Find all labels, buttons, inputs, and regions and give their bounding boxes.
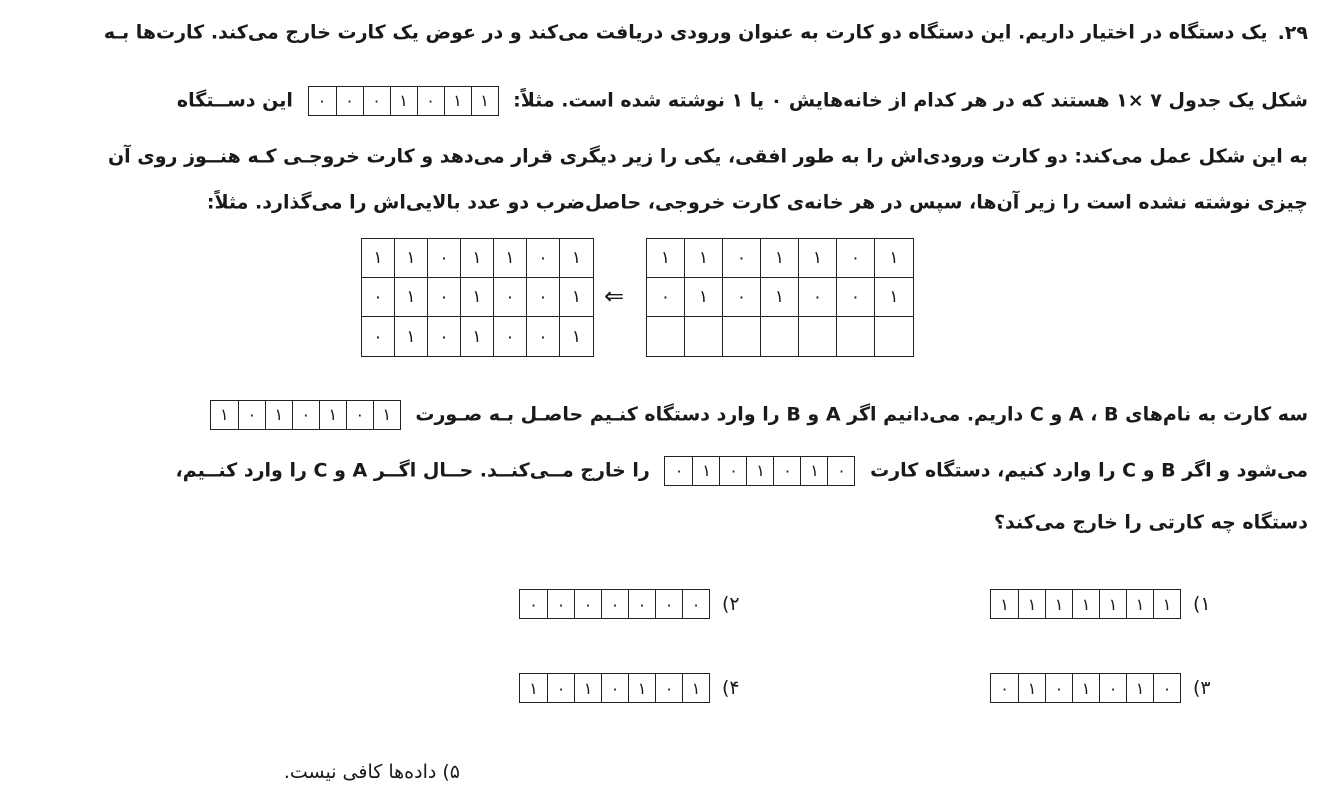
grid-cell: ۰ (428, 239, 461, 278)
card-cell: ۰ (1045, 674, 1072, 702)
option-5[interactable] (284, 761, 460, 783)
card-cell: ۰ (682, 590, 709, 618)
card-cell: ۱ (471, 87, 498, 115)
grid-cell (723, 317, 761, 356)
card-cell: ۰ (601, 674, 628, 702)
grid-cell: ۱ (685, 239, 723, 278)
grid-cell: ۰ (494, 317, 527, 356)
question-text-7: دستگاه چه کارتی را خارج می‌کند؟ (993, 511, 1308, 534)
card-cell: ۱ (1126, 590, 1153, 618)
grid-cell (799, 317, 837, 356)
card-cell: ۱ (1126, 674, 1153, 702)
grid-cell: ۰ (362, 317, 395, 356)
grid-cell: ۱ (560, 239, 593, 278)
card-cell: ۰ (674, 460, 684, 480)
grid-cell: ۱ (560, 278, 593, 317)
grid-cell (685, 317, 723, 356)
card-cell: ۰ (346, 401, 373, 429)
question-text-3: به این شکل عمل می‌کند: دو کارت ورودی‌اش را به طور افقی، یکی را زیر دیگری قرار می‌دهد و کارت خروجـی کـه هنــوز روی آن (107, 145, 1308, 168)
card-cell: ۱ (1072, 674, 1099, 702)
card-cell: ۱ (692, 457, 719, 485)
option-3[interactable] (990, 673, 1211, 703)
option-label: ۲) (722, 593, 740, 615)
option-card (990, 673, 1181, 703)
example-card (308, 86, 499, 116)
question-text-6b: را خارج مــی‌کنــد. حــال اگــر A و C را وارد کنــیم، (175, 459, 650, 482)
grid-cell: ۰ (647, 278, 685, 317)
question-text-5a: سه کارت به نام‌های A ، B و C داریم. می‌دانیم اگر A و B را وارد دستگاه کنـیم حاصـل بـه صـورت (415, 403, 1308, 426)
card-cell: ۰ (628, 590, 655, 618)
card-cell: ۱ (1153, 590, 1180, 618)
question-line-7 (994, 502, 1308, 542)
card-cell: ۰ (1000, 678, 1009, 698)
card-cell: ۰ (1099, 674, 1126, 702)
grid-cell: ۰ (494, 278, 527, 317)
card-ab-result (210, 400, 401, 430)
card-cell: ۱ (390, 87, 417, 115)
card-cell: ۱ (265, 401, 292, 429)
card-cell: ۱ (1072, 590, 1099, 618)
card-cell: ۱ (373, 401, 400, 429)
grid-cell: ۱ (362, 239, 395, 278)
option-label: ۳) (1193, 677, 1211, 699)
grid-cell: ۰ (837, 239, 875, 278)
option-2[interactable] (519, 589, 740, 619)
grid-cell: ۱ (761, 278, 799, 317)
grid-cell: ۰ (723, 278, 761, 317)
card-cell: ۱ (1099, 590, 1126, 618)
card-cell: ۰ (601, 590, 628, 618)
question-text-4: چیزی نوشته نشده است را زیر آن‌ها، سپس در هر خانه‌ی کارت خروجی، حاصل‌ضرب دو عدد بالایی‌اش را می‌گذارد. مثلاً: (206, 191, 1308, 214)
grid-cell: ۱ (875, 239, 913, 278)
example-grid-input (646, 238, 914, 357)
card-bc-result (664, 456, 855, 486)
option-4[interactable] (519, 673, 740, 703)
arrow-icon: ⇐ (604, 282, 625, 310)
grid-cell: ۰ (362, 278, 395, 317)
grid-cell: ۰ (428, 278, 461, 317)
question-number: ۲۹. (1277, 21, 1308, 44)
card-cell: ۱ (444, 87, 471, 115)
question-text-6a: می‌شود و اگر B و C را وارد کنیم، دستگاه کارت (870, 459, 1308, 482)
card-cell: ۰ (719, 457, 746, 485)
question-line-5 (202, 394, 1308, 434)
grid-cell: ۱ (799, 239, 837, 278)
card-cell: ۱ (529, 678, 538, 698)
example-grid-output (361, 238, 594, 357)
question-line-1 (104, 12, 1308, 52)
option-card (519, 589, 710, 619)
grid-cell: ۱ (494, 239, 527, 278)
card-cell: ۱ (800, 457, 827, 485)
card-cell: ۱ (1018, 590, 1045, 618)
option-1[interactable] (990, 589, 1211, 619)
question-line-2 (177, 80, 1308, 120)
option-label: ۵) (442, 761, 460, 783)
grid-cell (761, 317, 799, 356)
card-cell: ۰ (238, 401, 265, 429)
grid-cell: ۰ (527, 278, 560, 317)
card-cell: ۰ (547, 590, 574, 618)
grid-cell: ۰ (837, 278, 875, 317)
card-cell: ۱ (682, 674, 709, 702)
grid-cell: ۱ (395, 239, 428, 278)
grid-cell: ۰ (428, 317, 461, 356)
card-cell: ۰ (1153, 674, 1180, 702)
card-cell: ۱ (219, 404, 229, 424)
grid-cell: ۱ (395, 317, 428, 356)
grid-cell (875, 317, 913, 356)
grid-cell: ۱ (395, 278, 428, 317)
card-cell: ۰ (529, 594, 538, 614)
option-card (990, 589, 1181, 619)
question-text-2b: این دســتگاه (176, 89, 293, 112)
grid-cell: ۰ (723, 239, 761, 278)
card-cell: ۰ (574, 590, 601, 618)
grid-cell: ۰ (527, 317, 560, 356)
grid-cell: ۰ (799, 278, 837, 317)
card-cell: ۰ (363, 87, 390, 115)
card-cell: ۰ (336, 87, 363, 115)
card-cell: ۰ (655, 674, 682, 702)
option-label: ۴) (722, 677, 740, 699)
question-line-3 (108, 136, 1308, 176)
grid-cell: ۱ (461, 278, 494, 317)
grid-cell: ۱ (461, 317, 494, 356)
card-cell: ۱ (1045, 590, 1072, 618)
grid-cell: ۱ (571, 326, 582, 347)
card-cell: ۱ (746, 457, 773, 485)
grid-cell: ۱ (647, 239, 685, 278)
grid-cell: ۰ (527, 239, 560, 278)
question-text-1: یک دستگاه در اختیار داریم. این دستگاه دو کارت به عنوان ورودی دریافت می‌کند و در عوض یک کارت خارج می‌کند. کارت‌ها بـه (103, 21, 1268, 44)
card-cell: ۰ (292, 401, 319, 429)
question-line-4 (207, 182, 1308, 222)
grid-cell: ۱ (461, 239, 494, 278)
card-cell: ۰ (827, 457, 854, 485)
card-cell: ۰ (655, 590, 682, 618)
card-cell: ۰ (547, 674, 574, 702)
card-cell: ۰ (773, 457, 800, 485)
card-cell: ۰ (317, 90, 327, 110)
card-cell: ۱ (574, 674, 601, 702)
question-text-2a: شکل یک جدول ۷ ×۱ هستند که در هر کدام از خانه‌هایش ۰ یا ۱ نوشته شده است. مثلاً: (513, 89, 1308, 112)
option-label: ۱) (1193, 593, 1211, 615)
card-cell: ۱ (319, 401, 346, 429)
grid-cell (837, 317, 875, 356)
card-cell: ۱ (1018, 674, 1045, 702)
grid-cell: ۱ (875, 278, 913, 317)
card-cell: ۱ (1000, 594, 1009, 614)
grid-cell (647, 317, 685, 356)
grid-cell: ۱ (685, 278, 723, 317)
option-text: داده‌ها کافی نیست. (283, 761, 437, 783)
option-card (519, 673, 710, 703)
grid-cell: ۱ (761, 239, 799, 278)
card-cell: ۰ (417, 87, 444, 115)
card-cell: ۱ (628, 674, 655, 702)
question-line-6 (176, 450, 1308, 490)
